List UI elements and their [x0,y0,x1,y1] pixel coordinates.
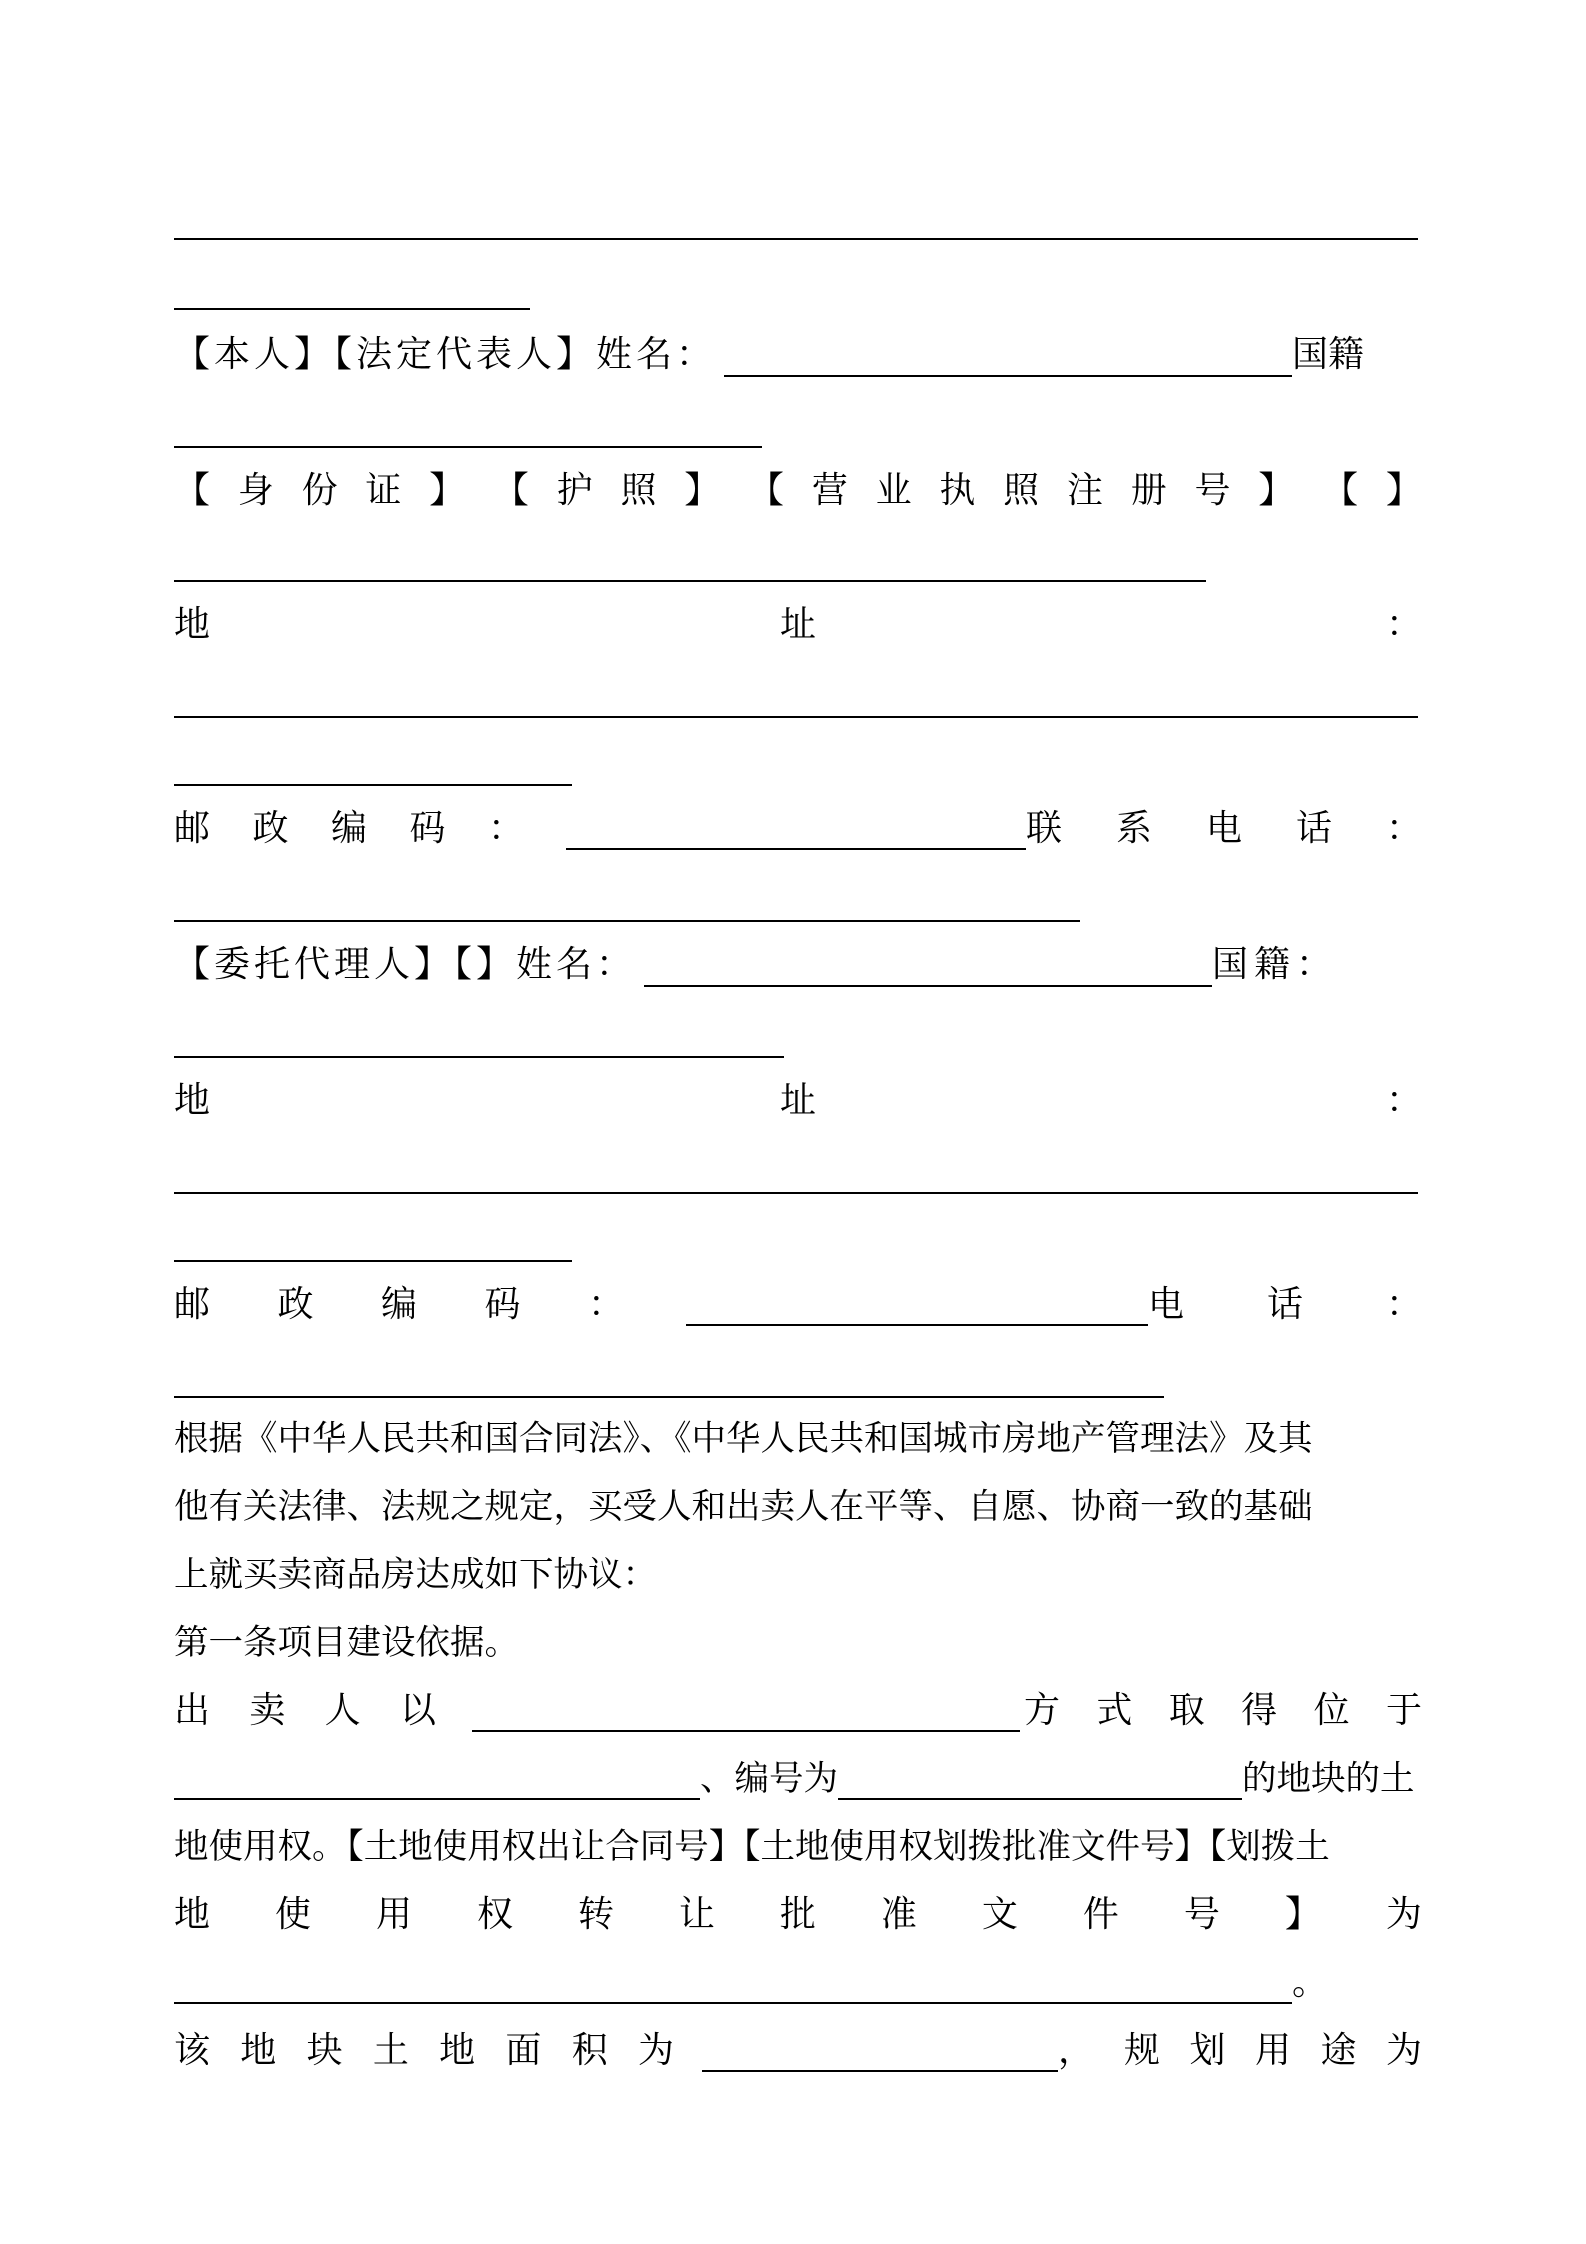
char: 为 [1385,2030,1422,2071]
char: 转 [577,1894,614,1935]
parcel-number-label: 、编号为 [700,1759,838,1799]
char: 电 [1205,808,1242,849]
char: 注 [1066,470,1103,511]
preamble-line-2: 他有关法律、法规之规定，买受人和出卖人在平等、自愿、协商一致的基础 [174,1487,1313,1527]
preamble-line-1: 根据《中华人民共和国合同法》、《中华人民共和国城市房地产管理法》及其 [174,1419,1313,1459]
period: 。 [1292,1962,1329,2003]
article-1-line-5 [174,1954,1422,2012]
parcel-number-field[interactable] [838,1758,1242,1800]
seller-address-field[interactable] [174,716,1418,718]
seller-nationality-field[interactable] [174,446,762,448]
char: 址 [779,1080,816,1121]
agent-name-field[interactable] [644,945,1212,987]
char: 地 [174,1894,211,1935]
article-1-line-3: 地使用权。【土地使用权出让合同号】【土地使用权划拨批准文件号】【划拨土 [174,1827,1330,1867]
agent-address-field[interactable] [174,1192,1418,1194]
char: 【 [1322,470,1359,511]
char: 位 [1313,1690,1350,1731]
char: 营 [811,470,848,511]
char: 电 [1148,1284,1185,1325]
char: ： [1385,604,1422,645]
char: 规 [1124,2030,1161,2071]
char: 人 [324,1690,361,1731]
char: 为 [1385,1894,1422,1935]
char: 份 [301,470,338,511]
char: 址 [779,604,816,645]
char: 邮 [174,1284,211,1325]
land-area-field[interactable] [702,2030,1058,2072]
agent-address-row [174,1072,1422,1130]
land-location-field[interactable] [174,1758,700,1800]
char: 用 [375,1894,412,1935]
char: 途 [1320,2030,1357,2071]
seller-id-doc-row [174,462,1422,520]
seller-name-label: 【本人】【法定代表人】姓名： [174,334,717,375]
char: 式 [1096,1690,1133,1731]
char: 身 [237,470,274,511]
char: 用 [1254,2030,1291,2071]
char: 政 [277,1284,314,1325]
char: 地 [174,604,211,645]
char: 】 [684,470,721,511]
seller-name-field[interactable] [724,335,1292,377]
article-1-line-2 [174,1750,1422,1808]
char: 该 [174,2030,211,2071]
seller-address-row [174,596,1422,654]
agent-nationality-label: 国籍： [1212,944,1339,985]
char: 政 [252,808,289,849]
seller-nationality-label: 国籍 [1292,334,1365,375]
char: 件 [1082,1894,1119,1935]
char: 执 [939,470,976,511]
comma: ， [1058,2030,1095,2071]
blank-line[interactable] [174,238,1418,240]
article-1-line-6 [174,2022,1422,2080]
char: 业 [875,470,912,511]
land-label: 的地块的土 [1242,1759,1415,1799]
char: 以 [399,1690,436,1731]
char: 】 [1284,1894,1321,1935]
char: 批 [779,1894,816,1935]
char: 护 [556,470,593,511]
char: 块 [306,2030,343,2071]
char: 】 [1258,470,1295,511]
char: 编 [380,1284,417,1325]
char: 证 [365,470,402,511]
char: 土 [372,2030,409,2071]
char: 卖 [249,1690,286,1731]
char: 【 [492,470,529,511]
char: 得 [1241,1690,1278,1731]
char: 号 [1183,1894,1220,1935]
agent-address-field-cont[interactable] [174,1260,572,1262]
char: 权 [476,1894,513,1935]
char: ： [1385,808,1422,849]
char: 文 [981,1894,1018,1935]
seller-phone-field[interactable] [174,920,1080,922]
char: ： [1385,1080,1422,1121]
char: 联 [1026,808,1063,849]
agent-name-row [174,936,1422,994]
char: 面 [505,2030,542,2071]
char: 】 [1385,470,1422,511]
article-1-title: 第一条项目建设依据。 [174,1623,519,1663]
char: 册 [1130,470,1167,511]
char: 号 [1194,470,1231,511]
char: 照 [1003,470,1040,511]
char: 邮 [174,808,211,849]
char: 话 [1266,1284,1303,1325]
char: ： [487,808,524,849]
char: 出 [174,1690,211,1731]
char: 【 [174,470,211,511]
agent-nationality-field[interactable] [174,1056,784,1058]
seller-address-field-cont[interactable] [174,784,572,786]
char: 话 [1295,808,1332,849]
char: 使 [274,1894,311,1935]
char: 【 [748,470,785,511]
char: 积 [571,2030,608,2071]
char: ： [1385,1284,1422,1325]
seller-id-doc-field[interactable] [174,580,1206,582]
article-1-line-1 [174,1682,1422,1740]
article-1-line-4 [174,1886,1422,1944]
char: 取 [1168,1690,1205,1731]
approval-doc-number-field[interactable] [174,1962,1292,2004]
char: 地 [439,2030,476,2071]
char: 码 [409,808,446,849]
acquisition-method-field[interactable] [472,1690,1020,1732]
char: 地 [174,1080,211,1121]
char: 为 [637,2030,674,2071]
blank-line[interactable] [174,308,530,310]
seller-postcode-field[interactable] [566,808,1026,850]
char: 码 [484,1284,521,1325]
seller-postcode-row [174,800,1422,858]
char: 照 [620,470,657,511]
char: 】 [429,470,466,511]
preamble-line-3: 上就买卖商品房达成如下协议： [174,1555,657,1595]
char: ： [587,1284,624,1325]
char: 编 [330,808,367,849]
seller-name-row [174,326,1422,384]
char: 划 [1189,2030,1226,2071]
char: 系 [1115,808,1152,849]
agent-phone-field[interactable] [174,1396,1164,1398]
char: 方 [1024,1690,1061,1731]
char: 让 [678,1894,715,1935]
char: 准 [880,1894,917,1935]
char: 于 [1385,1690,1422,1731]
agent-postcode-row [174,1276,1422,1334]
char: 地 [240,2030,277,2071]
agent-name-label: 【委托代理人】【】姓名： [174,944,637,985]
agent-postcode-field[interactable] [686,1284,1148,1326]
